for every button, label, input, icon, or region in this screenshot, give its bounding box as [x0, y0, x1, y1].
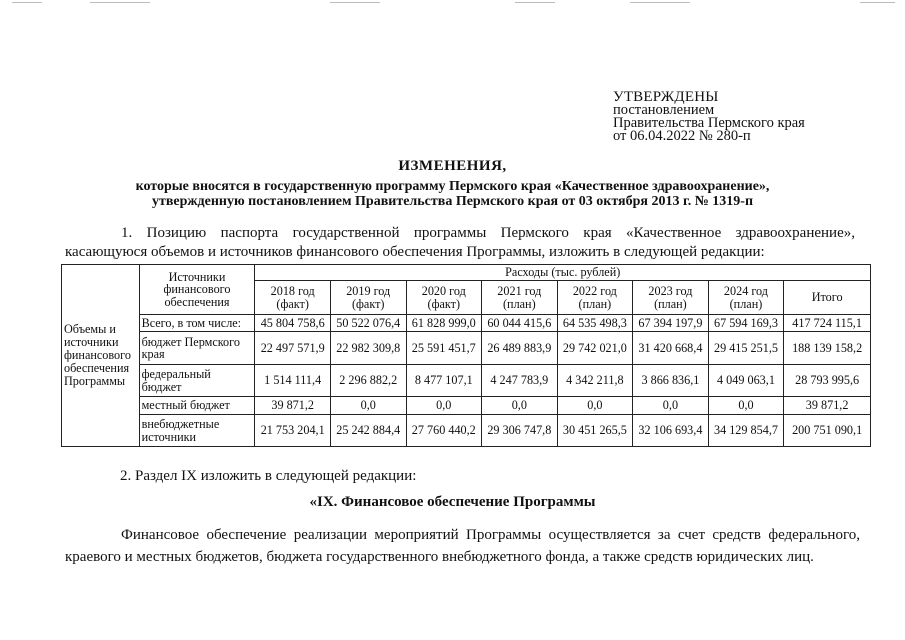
source-label: федеральный бюджет: [139, 365, 255, 397]
value-cell: 50 522 076,4: [330, 315, 406, 332]
value-cell: 2 296 882,2: [330, 365, 406, 397]
value-cell: 0,0: [406, 397, 482, 415]
total-cell: 188 139 158,2: [784, 332, 871, 365]
total-cell: 39 871,2: [784, 397, 871, 415]
value-cell: 0,0: [330, 397, 406, 415]
value-cell: 29 742 021,0: [557, 332, 633, 365]
year-header: 2022 год (план): [557, 281, 633, 315]
value-cell: 27 760 440,2: [406, 415, 482, 447]
year-header: 2024 год (план): [708, 281, 784, 315]
financing-table: [61, 264, 871, 447]
total-cell: 28 793 995,6: [784, 365, 871, 397]
value-cell: 61 828 999,0: [406, 315, 482, 332]
value-cell: 0,0: [482, 397, 558, 415]
value-cell: 39 871,2: [255, 397, 331, 415]
value-cell: 0,0: [708, 397, 784, 415]
source-label: местный бюджет: [139, 397, 255, 415]
value-cell: 4 049 063,1: [708, 365, 784, 397]
value-cell: 32 106 693,4: [633, 415, 709, 447]
table-row: [62, 365, 871, 397]
value-cell: 29 306 747,8: [482, 415, 558, 447]
value-cell: 67 594 169,3: [708, 315, 784, 332]
value-cell: 4 247 783,9: [482, 365, 558, 397]
source-label: Всего, в том числе:: [139, 315, 255, 332]
year-header: 2023 год (план): [633, 281, 709, 315]
value-cell: 0,0: [633, 397, 709, 415]
paragraph-3: Финансовое обеспечение реализации мероприятий Программы осуществляется за счет средств федерального, краевого и местных бюджетов, бюджета государственного внебюджетного фонда, а также средств юридических лиц.: [65, 527, 860, 565]
value-cell: 26 489 883,9: [482, 332, 558, 365]
value-cell: 4 342 211,8: [557, 365, 633, 397]
total-cell: 417 724 115,1: [784, 315, 871, 332]
paragraph-2: 2. Раздел IX изложить в следующей редакции:: [120, 468, 417, 484]
value-cell: 25 591 451,7: [406, 332, 482, 365]
year-header: 2020 год (факт): [406, 281, 482, 315]
row-header-cell: Объемы и источники финансового обеспечения Программы: [62, 265, 140, 447]
approval-line-3: от 06.04.2022 № 280-п: [613, 128, 751, 144]
value-cell: 25 242 884,4: [330, 415, 406, 447]
total-header: Итого: [784, 281, 871, 315]
year-header: 2018 год (факт): [255, 281, 331, 315]
table-row: [62, 397, 871, 415]
approval-line-2: Правительства Пермского края: [613, 115, 805, 131]
value-cell: 3 866 836,1: [633, 365, 709, 397]
value-cell: 31 420 668,4: [633, 332, 709, 365]
table-row: [62, 332, 871, 365]
value-cell: 22 497 571,9: [255, 332, 331, 365]
subtitle-line-2: утвержденную постановлением Правительства Пермского края от 03 октября 2013 г. № 1319-п: [151, 194, 754, 209]
value-cell: 1 514 111,4: [255, 365, 331, 397]
value-cell: 60 044 415,6: [482, 315, 558, 332]
value-cell: 45 804 758,6: [255, 315, 331, 332]
table-row: [62, 315, 871, 332]
paragraph-1: 1. Позицию паспорта государственной программы Пермского края «Качественное здравоохранение», касающуюся объемов и источников финансового обеспечения Программы, изложить в следующей редакции:: [65, 225, 855, 260]
expenses-header: Расходы (тыс. рублей): [255, 265, 871, 281]
document-subtitle: [0, 179, 905, 209]
year-header: 2021 год (план): [482, 281, 558, 315]
value-cell: 30 451 265,5: [557, 415, 633, 447]
document-title: ИЗМЕНЕНИЯ,: [398, 158, 507, 174]
approval-line-1: постановлением: [613, 102, 715, 118]
total-cell: 200 751 090,1: [784, 415, 871, 447]
source-label: бюджет Пермского края: [139, 332, 255, 365]
source-label: внебюджетные источники: [139, 415, 255, 447]
sources-header: Источники финансового обеспечения: [139, 265, 255, 315]
value-cell: 67 394 197,9: [633, 315, 709, 332]
value-cell: 22 982 309,8: [330, 332, 406, 365]
approval-block: [613, 91, 805, 143]
value-cell: 8 477 107,1: [406, 365, 482, 397]
value-cell: 34 129 854,7: [708, 415, 784, 447]
table-row: [62, 415, 871, 447]
approval-heading: УТВЕРЖДЕНЫ: [613, 89, 719, 105]
section-title: «IX. Финансовое обеспечение Программы: [309, 494, 596, 510]
subtitle-line-1: которые вносятся в государственную программу Пермского края «Качественное здравоохранение»,: [135, 179, 770, 194]
value-cell: 21 753 204,1: [255, 415, 331, 447]
scan-top-marks: [0, 0, 905, 6]
value-cell: 0,0: [557, 397, 633, 415]
value-cell: 64 535 498,3: [557, 315, 633, 332]
value-cell: 29 415 251,5: [708, 332, 784, 365]
year-header: 2019 год (факт): [330, 281, 406, 315]
